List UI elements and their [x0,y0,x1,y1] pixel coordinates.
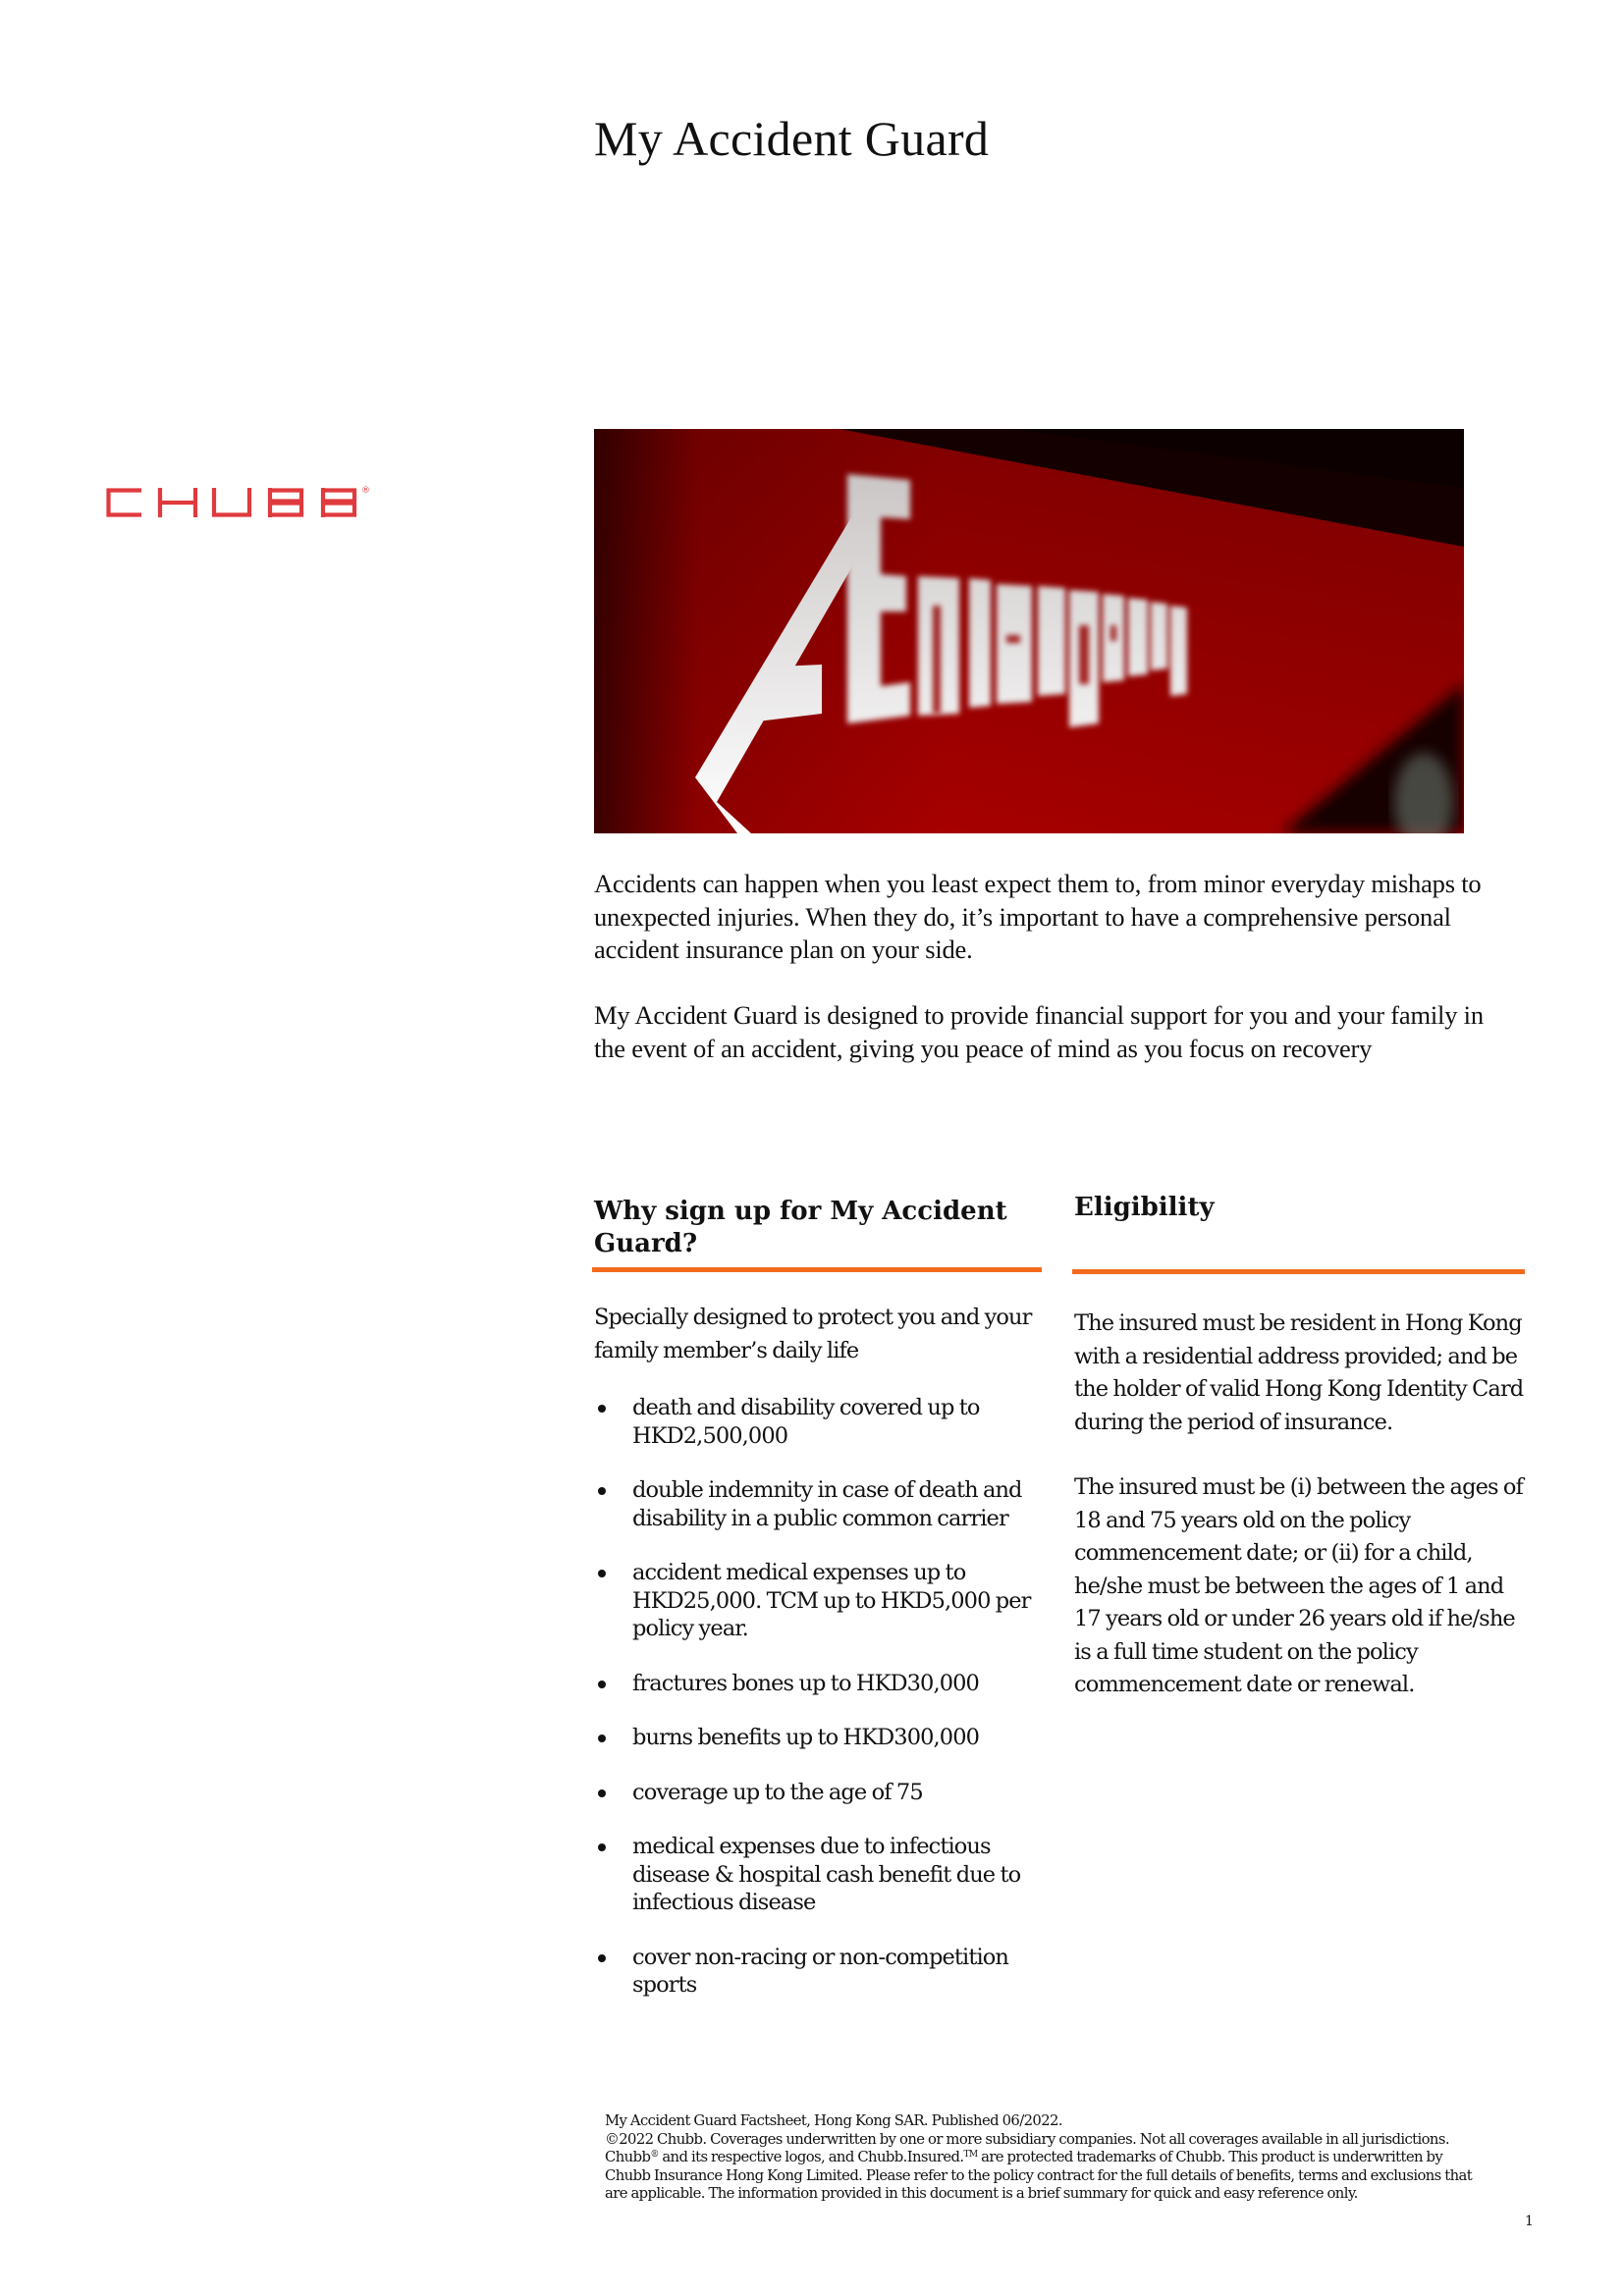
list-item: burns benefits up to HKD300,000 [594,1724,1046,1752]
bullet-icon [598,1789,606,1797]
orange-divider [592,1267,1042,1272]
intro-paragraph: Accidents can happen when you least expect them to, from minor everyday mishaps to unexpected injuries. When they do, it’s important to have a comprehensive personal accident insurance plan on your side. [594,869,1482,964]
page-title: My Accident Guard [594,111,990,166]
intro-paragraph: My Accident Guard is designed to provide financial support for you and your family in the event of an accident, giving you peace of mind as you focus on recovery [594,1000,1484,1063]
bullet-icon [598,1570,606,1577]
list-item: double indemnity in case of death and disability in a public common carrier [594,1476,1046,1532]
bullet-icon [598,1735,606,1742]
bullet-icon [598,1487,606,1495]
intro-section [594,868,1507,1098]
emergency-sign-image [594,429,1464,833]
list-item: fractures bones up to HKD30,000 [594,1670,1046,1698]
bullet-icon [598,1954,606,1962]
list-item: cover non-racing or non-competition sports [594,1944,1046,2000]
footer-disclaimer [605,2112,1489,2204]
footer-copyright: ©2022 Chubb. Coverages underwritten by one or more subsidiary companies. Not all coverages available in all jurisdictions. Chubb® and its respective logos, and Chubb.Insured.™ are protected trademarks of Chubb. This product is underwritten by Chubb Insurance Hong Kong Limited. Please refer to the policy contract for the full details of benefits, terms and exclusions that are applicable. The information provided in this document is a brief summary for quick and easy reference only. [605,2130,1473,2203]
section-lead: Specially designed to protect you and your family member’s daily life [594,1305,1032,1363]
chubb-logo [106,488,370,517]
bullet-icon [598,1405,606,1413]
list-item: accident medical expenses up to HKD25,000. TCM up to HKD5,000 per policy year. [594,1559,1046,1643]
trademark-mark: TM [963,2150,978,2161]
eligibility-paragraph: The insured must be (i) between the ages of 18 and 75 years old on the policy commencement date; or (ii) for a child, he/she must be between the ages of 1 and 17 years old or under 26 years old if he/she is a full time student on the policy commencement date or renewal. [1074,1474,1523,1697]
bullet-icon [598,1843,606,1851]
page-number: 1 [1525,2214,1534,2229]
list-item: death and disability covered up to HKD2,500,000 [594,1394,1046,1450]
bullet-icon [598,1681,606,1688]
list-item: medical expenses due to infectious disease & hospital cash benefit due to infectious disease [594,1833,1046,1917]
why-sign-up-section [594,1196,1046,2026]
section-heading: Eligibility [1074,1193,1215,1222]
footer-publication-line: My Accident Guard Factsheet, Hong Kong SAR. Published 06/2022. [605,2112,1062,2129]
section-heading: Why sign up for My Accident Guard? [594,1197,1007,1258]
registered-mark: ® [361,486,370,496]
list-item: coverage up to the age of 75 [594,1779,1046,1807]
eligibility-paragraph: The insured must be resident in Hong Kong with a residential address provided; and be the holder of valid Hong Kong Identity Card during the period of insurance. [1074,1310,1524,1435]
eligibility-section [1074,1192,1528,1735]
chubb-wordmark-icon [106,488,359,517]
benefits-list [594,1394,1046,2000]
orange-divider [1072,1269,1525,1274]
hero-image-emergency-sign [594,429,1464,833]
registered-mark: ® [650,2150,659,2161]
